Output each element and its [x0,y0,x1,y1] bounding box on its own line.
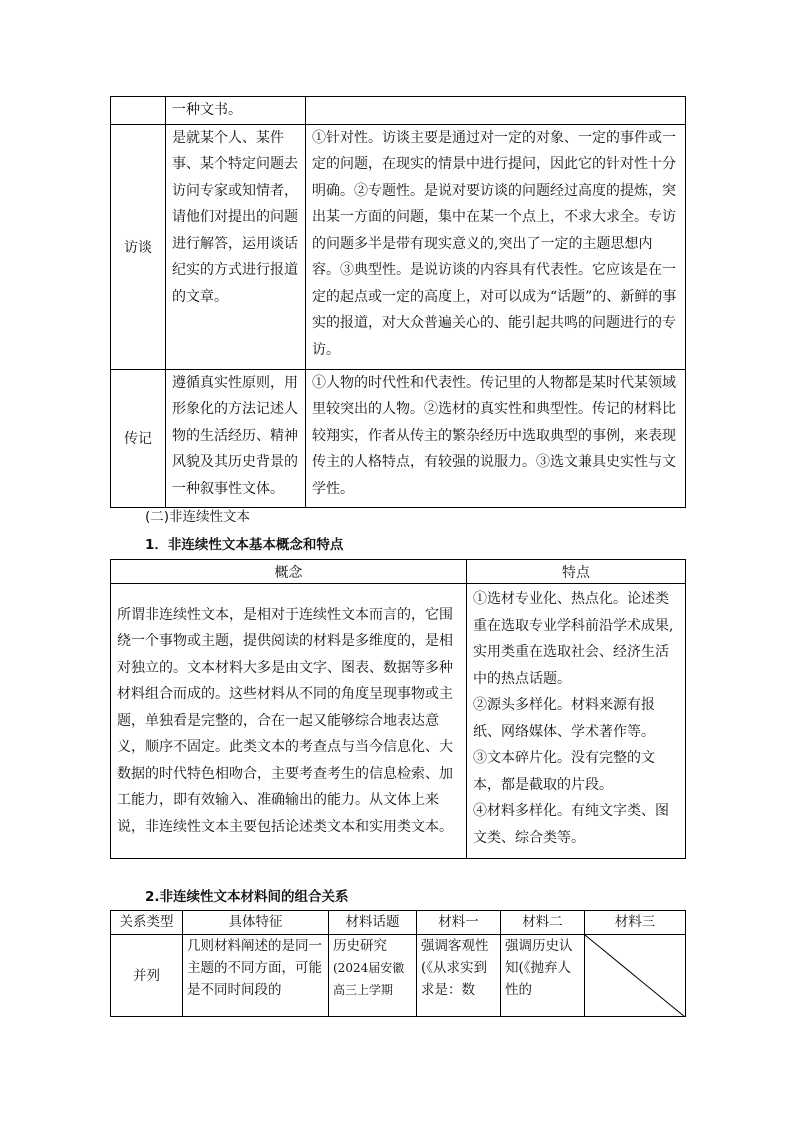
header-cell: 材料三 [585,911,686,935]
header-cell: 材料话题 [329,911,417,935]
definition-cell: 是就某个人、某件事、某个特定问题去访问专家或知情者，请他们对提出的问题进行解答，运用谈话纪实的方式进行报道的文章。 [166,124,306,369]
table-header-row [111,911,686,935]
subsection-title: 2.非连续性文本材料间的组合关系 [145,889,349,905]
features-cell: ①针对性。访谈主要是通过对一定的对象、一定的事件或一定的问题，在现实的情景中进行提问，因此它的针对性十分明确。②专题性。是说对要访谈的问题经过高度的提炼，突出某一方面的问题，集中在某一个点上，不求大求全。专访的问题多半是带有现实意义的,突出了一定的主题思想内容。③典型性。是说访谈的内容具有代表性。它应该是在一定的起点或一定的高度上，对可以成为“话题”的、新鲜的事实的报道，对大众普遍关心的、能引起共鸣的问题进行的专访。 [306,124,686,369]
feature-item: ④材料多样化。有纯文字类、图文类、综合类等。 [473,803,669,846]
features-cell [467,584,686,859]
header-cell: 材料一 [417,911,501,935]
material-cell-empty [585,935,686,1017]
header-cell: 具体特征 [183,911,329,935]
relation-table [110,910,686,1017]
subsection-title: 1．非连续性文本基本概念和特点 [145,537,344,553]
feature-item: ①选材专业化、热点化。论述类重在选取专业学科前沿学术成果,实用类重在选取社会、经济生活中的热点话题。 [473,591,674,687]
table-row [111,97,686,125]
table-row [111,584,686,859]
header-features: 特点 [467,560,686,584]
material-cell: 强调客观性(《从求实到求是：数 [417,935,501,1017]
topic-note: (2024届安徽高三上学期 [333,961,405,997]
feature-item: ②源头多样化。材料来源有报纸、网络媒体、学术著作等。 [473,697,655,740]
topic-text: 历史研究 [333,938,387,954]
header-concept: 概念 [111,560,467,584]
type-cell: 访谈 [111,124,166,369]
section-title: (二)非连续性文本 [145,509,251,525]
material-cell: 强调历史认知(《抛弃人性的 [501,935,585,1017]
type-cell: 并列 [111,935,183,1017]
concept-table [110,559,686,859]
header-cell: 关系类型 [111,911,183,935]
definition-cell: 遵循真实性原则，用形象化的方法记述人物的生活经历、精神风貌及其历史背景的一种叙事性文体。 [166,369,306,507]
features-cell: ①人物的时代性和代表性。传记里的人物都是某时代某领域里较突出的人物。②选材的真实性和典型性。传记的材料比较翔实，作者从传主的繁杂经历中选取典型的事例，来表现传主的人格特点，有较强的说服力。③选文兼具史实性与文学性。 [306,369,686,507]
features-cell [306,97,686,125]
diagonal-line [585,935,685,1017]
topic-cell [329,935,417,1017]
type-cell [111,97,166,125]
type-cell: 传记 [111,369,166,507]
text-types-table [110,96,686,508]
table-row [111,935,686,1017]
table-row [111,369,686,507]
header-cell: 材料二 [501,911,585,935]
feature-cell: 几则材料阐述的是同一主题的不同方面，可能是不同时间段的 [183,935,329,1017]
table-row [111,124,686,369]
feature-item: ③文本碎片化。没有完整的文本，都是截取的片段。 [473,750,655,793]
table-header-row [111,560,686,584]
definition-cell: 一种文书。 [166,97,306,125]
concept-cell: 所谓非连续性文本，是相对于连续性文本而言的，它围绕一个事物或主题，提供阅读的材料是多维度的，是相对独立的。文本材料大多是由文字、图表、数据等多种材料组合而成的。这些材料从不同的角度呈现事物或主题，单独看是完整的，合在一起又能够综合地表达意义，顺序不固定。此类文本的考查点与当今信息化、大数据的时代特色相吻合，主要考查考生的信息检索、加工能力，即有效输入、准确输出的能力。从文体上来说，非连续性文本主要包括论述类文本和实用类文本。 [111,584,467,859]
